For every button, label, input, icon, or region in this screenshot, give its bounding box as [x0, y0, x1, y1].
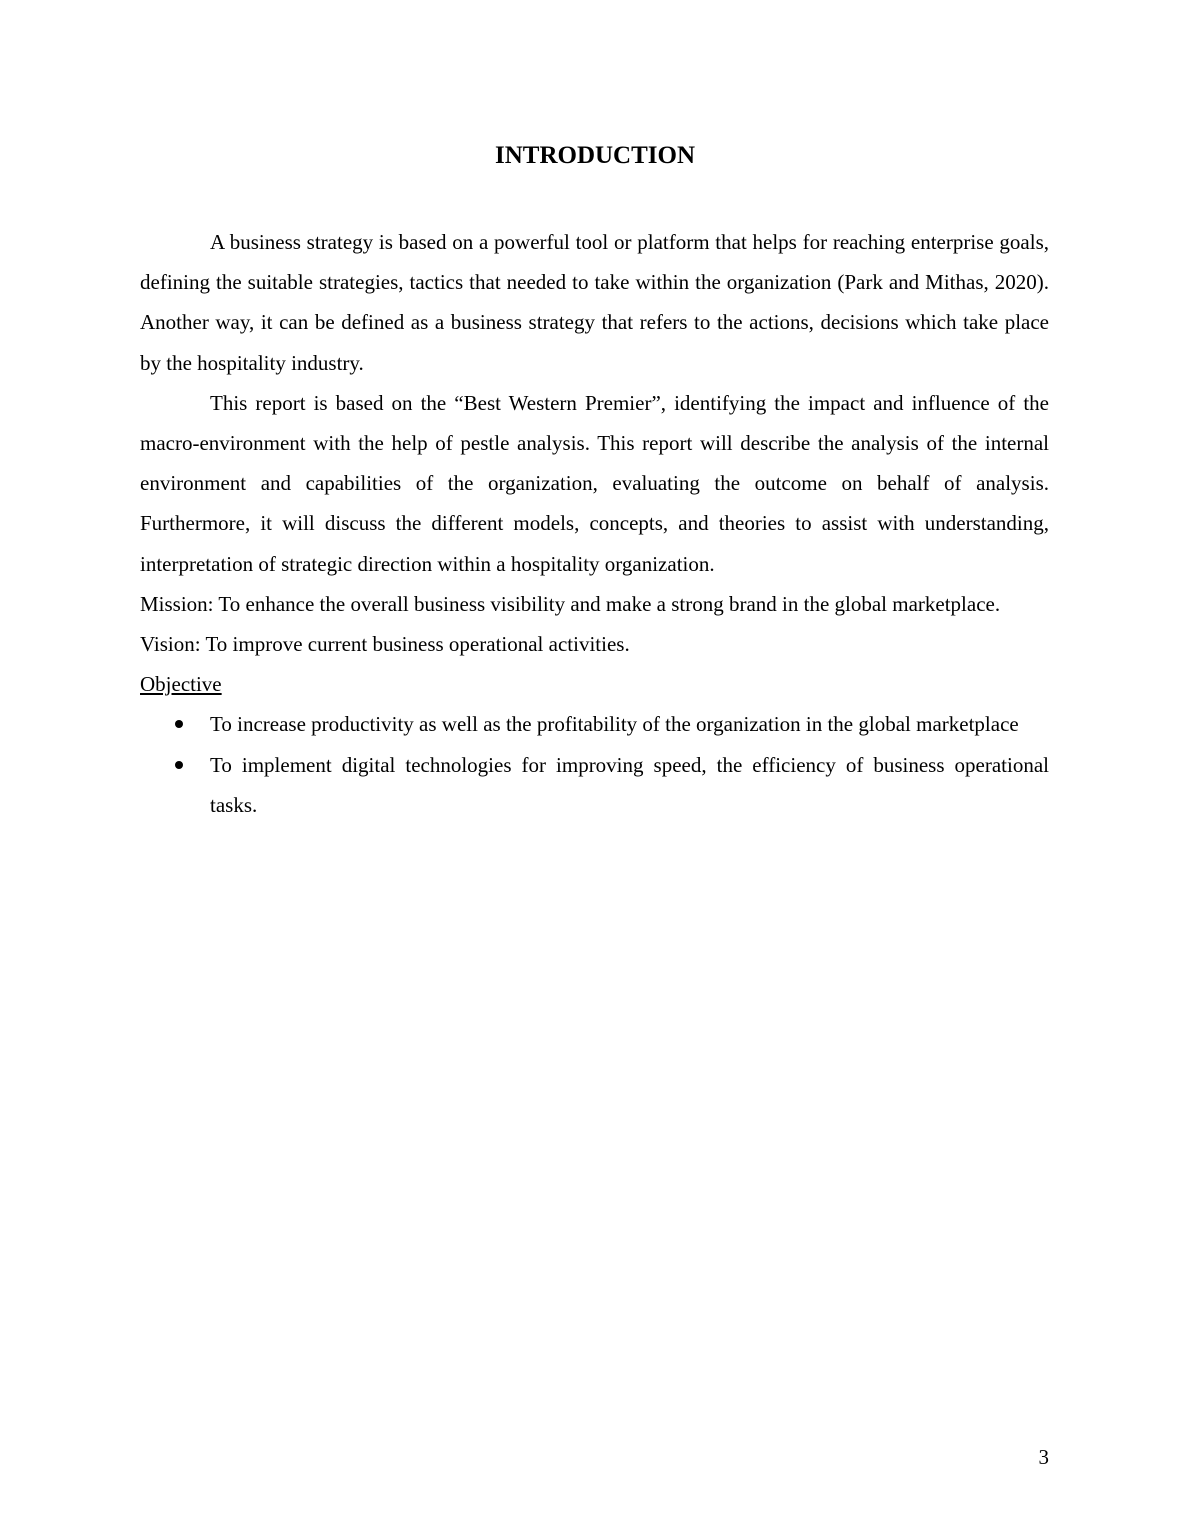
objective-list: [140, 704, 1049, 825]
list-item: [140, 745, 1049, 825]
objective-text: To implement digital technologies for improving speed, the efficiency of business operational tasks.: [210, 752, 1049, 817]
intro-paragraph-2: This report is based on the “Best Western Premier”, identifying the impact and influence of the macro-environment with the help of pestle analysis. This report will describe the analysis of the internal environment and capabilities of the organization, evaluating the outcome on behalf of analysis. Furthermore, it will discuss the different models, concepts, and theories to assist with understanding, interpretation of strategic direction within a hospitality organization.: [140, 390, 1049, 576]
page-title: INTRODUCTION: [494, 142, 696, 169]
bullet-icon: [175, 761, 183, 769]
mission-statement: Mission: To enhance the overall business visibility and make a strong brand in the global marketplace.: [140, 591, 1001, 616]
vision-statement: Vision: To improve current business operational activities.: [140, 632, 630, 657]
bullet-icon: [175, 720, 183, 728]
intro-paragraph-1: A business strategy is based on a powerful tool or platform that helps for reaching enterprise goals, defining the suitable strategies, tactics that needed to take within the organization (Park and Mithas, 2020). Another way, it can be defined as a business strategy that refers to the actions, decisions which take place by the hospitality industry.: [140, 230, 1049, 375]
document-body: [140, 222, 1049, 825]
objective-heading: Objective: [140, 672, 222, 697]
list-item: [140, 704, 1049, 744]
page-number: 3: [1038, 1445, 1049, 1469]
objective-text: To increase productivity as well as the profitability of the organization in the global marketplace: [210, 712, 1019, 737]
